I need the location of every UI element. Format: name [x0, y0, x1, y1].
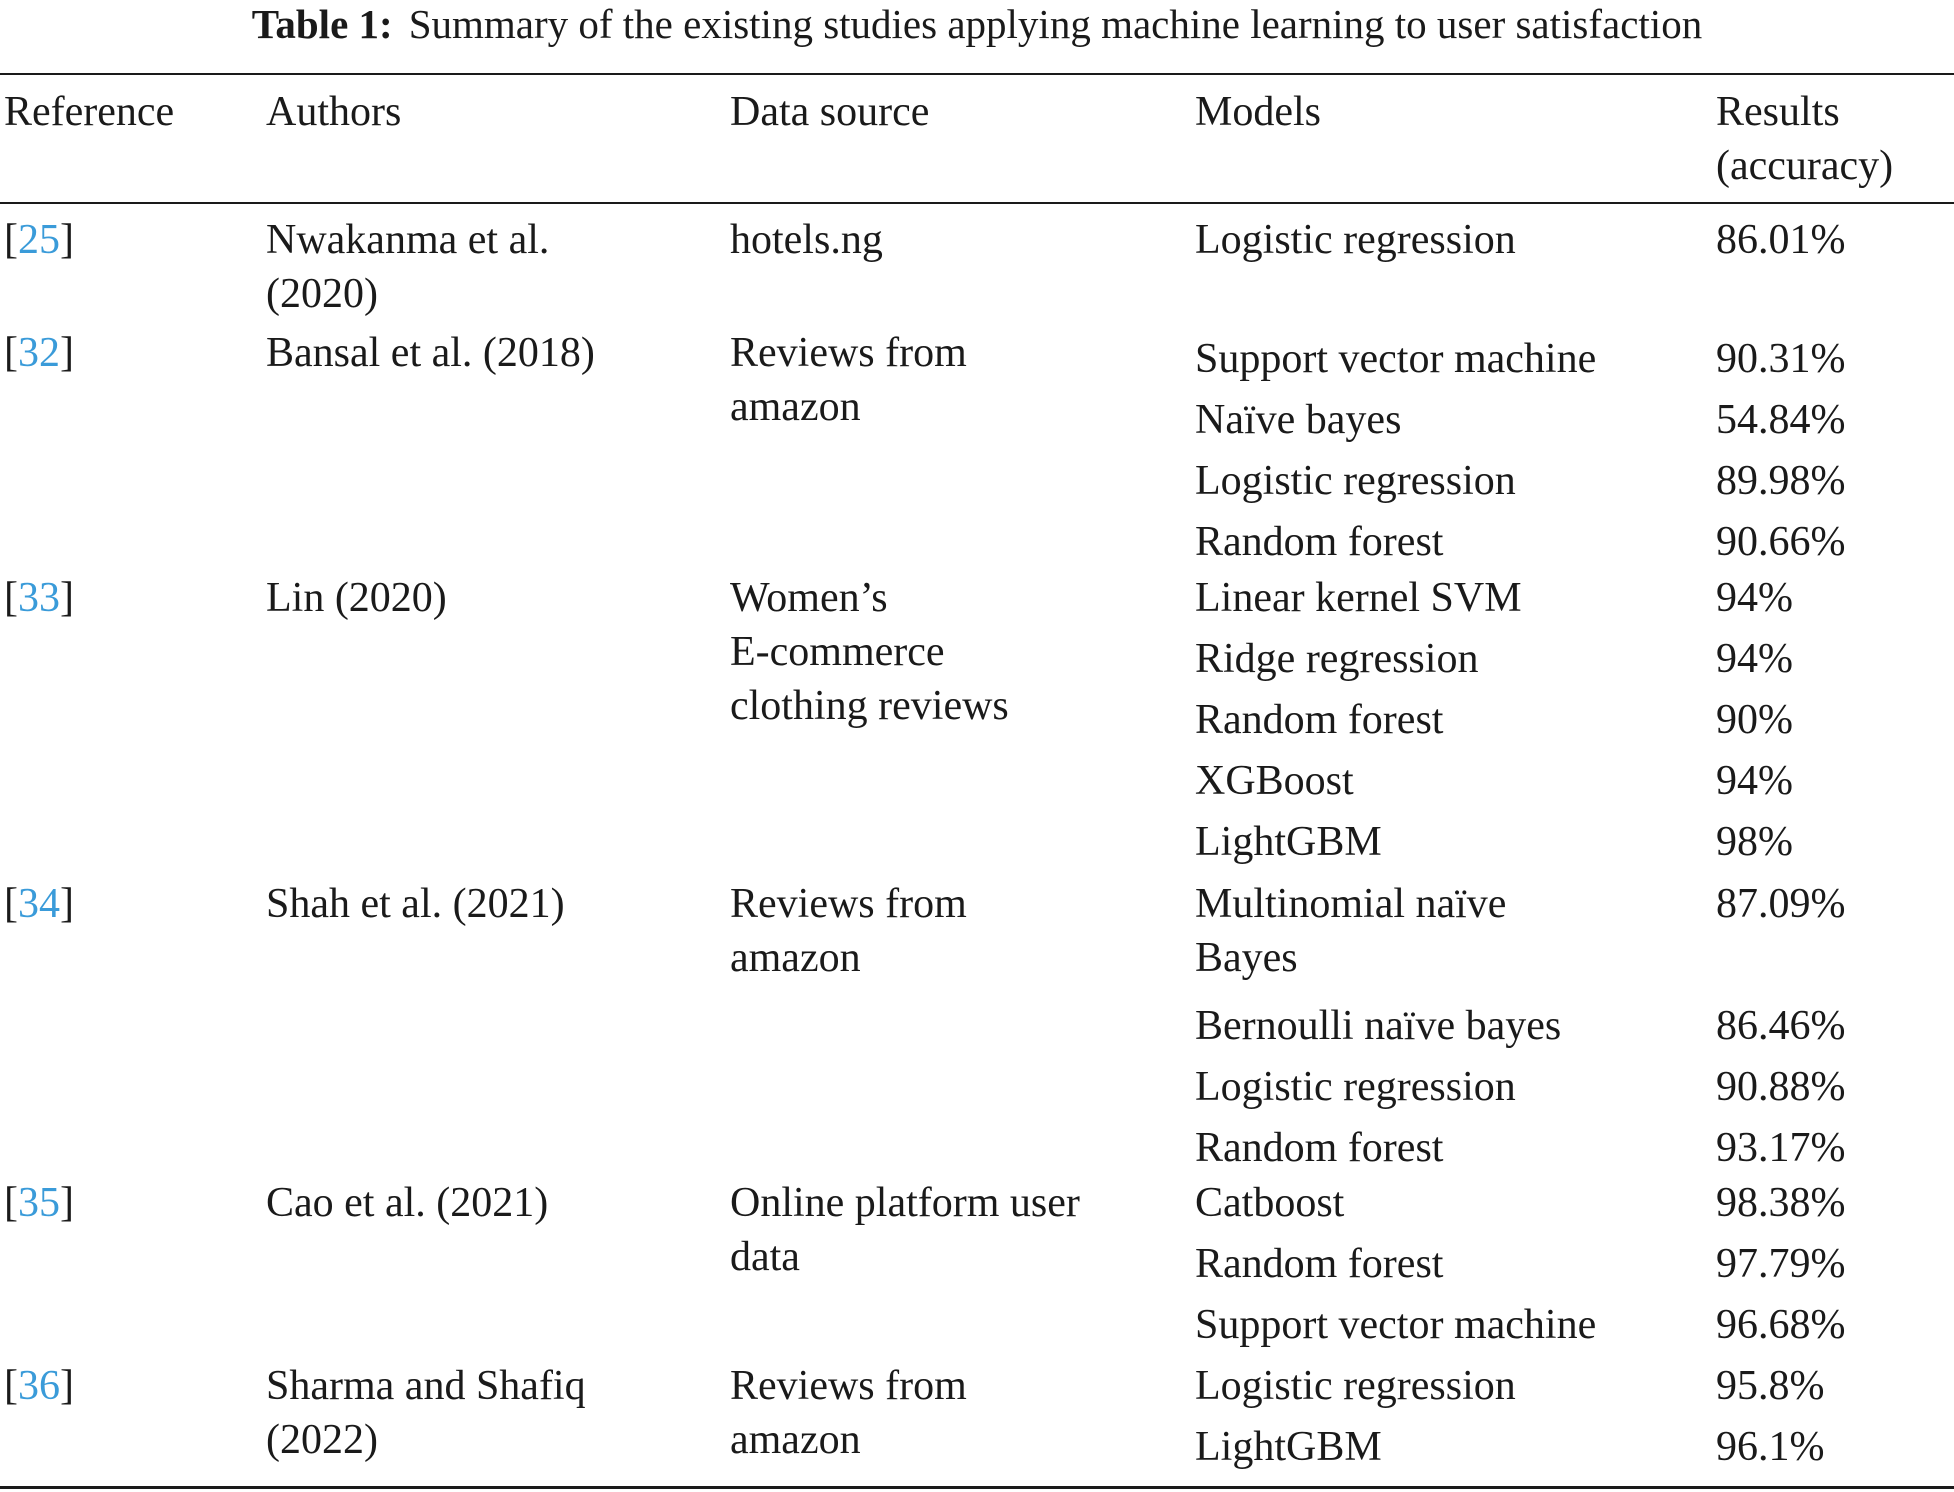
model-cell: Support vector machine	[1195, 1302, 1597, 1348]
header-results-line2: (accuracy)	[1716, 143, 1894, 189]
table-caption	[0, 0, 1954, 48]
reference-cell	[4, 326, 74, 380]
data-source-cell: Online platform user	[730, 1180, 1080, 1226]
model-cell: Logistic regression	[1195, 458, 1516, 504]
reference-cell	[4, 877, 74, 931]
caption-text: Summary of the existing studies applying machine learning to user satisfaction	[408, 1, 1703, 47]
result-cell: 89.98%	[1716, 458, 1846, 504]
header-data-source: Data source	[730, 89, 930, 135]
authors-cell: (2020)	[266, 271, 378, 317]
header-models: Models	[1195, 89, 1321, 135]
bracket-open: [	[4, 881, 18, 927]
result-cell: 86.01%	[1716, 217, 1846, 263]
result-cell: 54.84%	[1716, 397, 1846, 443]
model-cell: Logistic regression	[1195, 217, 1516, 263]
reference-link[interactable]: 32	[18, 330, 60, 376]
bracket-close: ]	[60, 1180, 74, 1226]
authors-cell: Shah et al. (2021)	[266, 881, 565, 927]
reference-link[interactable]: 36	[18, 1363, 60, 1409]
bracket-close: ]	[60, 330, 74, 376]
reference-link[interactable]: 33	[18, 575, 60, 621]
data-source-cell: E-commerce	[730, 629, 945, 675]
header-results-line1: Results	[1716, 89, 1840, 135]
bracket-open: [	[4, 575, 18, 621]
caption-label: Table 1:	[251, 1, 393, 47]
result-cell: 98.38%	[1716, 1180, 1846, 1226]
table-header-rule	[0, 202, 1954, 204]
result-cell: 90%	[1716, 697, 1793, 743]
data-source-cell: data	[730, 1234, 800, 1280]
result-cell: 96.68%	[1716, 1302, 1846, 1348]
authors-cell: Nwakanma et al.	[266, 217, 550, 263]
result-cell: 94%	[1716, 758, 1793, 804]
bracket-open: [	[4, 1180, 18, 1226]
model-cell: Random forest	[1195, 519, 1444, 565]
result-cell: 86.46%	[1716, 1003, 1846, 1049]
reference-cell	[4, 213, 74, 267]
data-source-cell: amazon	[730, 384, 861, 430]
model-cell: LightGBM	[1195, 819, 1382, 865]
reference-link[interactable]: 35	[18, 1180, 60, 1226]
data-source-cell: Reviews from	[730, 330, 967, 376]
model-cell: Linear kernel SVM	[1195, 575, 1522, 621]
header-reference: Reference	[4, 89, 175, 135]
header-authors: Authors	[266, 89, 402, 135]
result-cell: 98%	[1716, 819, 1793, 865]
model-cell: Ridge regression	[1195, 636, 1479, 682]
result-cell: 90.88%	[1716, 1064, 1846, 1110]
bracket-close: ]	[60, 881, 74, 927]
model-cell: Multinomial naïve	[1195, 881, 1507, 927]
table-bottom-rule	[0, 1486, 1954, 1489]
authors-cell: Cao et al. (2021)	[266, 1180, 549, 1226]
model-cell: Random forest	[1195, 1241, 1444, 1287]
bracket-close: ]	[60, 1363, 74, 1409]
authors-cell: Sharma and Shafiq	[266, 1363, 586, 1409]
result-cell: 97.79%	[1716, 1241, 1846, 1287]
result-cell: 87.09%	[1716, 881, 1846, 927]
model-cell: Bayes	[1195, 935, 1298, 981]
model-cell: Logistic regression	[1195, 1064, 1516, 1110]
data-source-cell: hotels.ng	[730, 217, 883, 263]
authors-cell: Lin (2020)	[266, 575, 447, 621]
reference-link[interactable]: 25	[18, 217, 60, 263]
bracket-close: ]	[60, 217, 74, 263]
bracket-open: [	[4, 217, 18, 263]
model-cell: Random forest	[1195, 697, 1444, 743]
data-source-cell: amazon	[730, 1417, 861, 1463]
result-cell: 90.31%	[1716, 336, 1846, 382]
data-source-cell: Women’s	[730, 575, 888, 621]
table-top-rule	[0, 73, 1954, 75]
data-source-cell: clothing reviews	[730, 683, 1009, 729]
authors-cell: (2022)	[266, 1417, 378, 1463]
bracket-open: [	[4, 330, 18, 376]
header-results	[1716, 85, 1893, 193]
result-cell: 90.66%	[1716, 519, 1846, 565]
reference-cell	[4, 1359, 74, 1413]
reference-cell	[4, 1176, 74, 1230]
result-cell: 96.1%	[1716, 1424, 1825, 1470]
reference-link[interactable]: 34	[18, 881, 60, 927]
result-cell: 94%	[1716, 636, 1793, 682]
model-cell: Bernoulli naïve bayes	[1195, 1003, 1562, 1049]
model-cell: Catboost	[1195, 1180, 1345, 1226]
authors-cell: Bansal et al. (2018)	[266, 330, 595, 376]
result-cell: 93.17%	[1716, 1125, 1846, 1171]
data-source-cell: Reviews from	[730, 1363, 967, 1409]
bracket-close: ]	[60, 575, 74, 621]
model-cell: Naïve bayes	[1195, 397, 1402, 443]
model-cell: Random forest	[1195, 1125, 1444, 1171]
data-source-cell: amazon	[730, 935, 861, 981]
model-cell: Support vector machine	[1195, 336, 1597, 382]
model-cell: LightGBM	[1195, 1424, 1382, 1470]
model-cell: Logistic regression	[1195, 1363, 1516, 1409]
result-cell: 94%	[1716, 575, 1793, 621]
result-cell: 95.8%	[1716, 1363, 1825, 1409]
reference-cell	[4, 571, 74, 625]
model-cell: XGBoost	[1195, 758, 1354, 804]
data-source-cell: Reviews from	[730, 881, 967, 927]
bracket-open: [	[4, 1363, 18, 1409]
